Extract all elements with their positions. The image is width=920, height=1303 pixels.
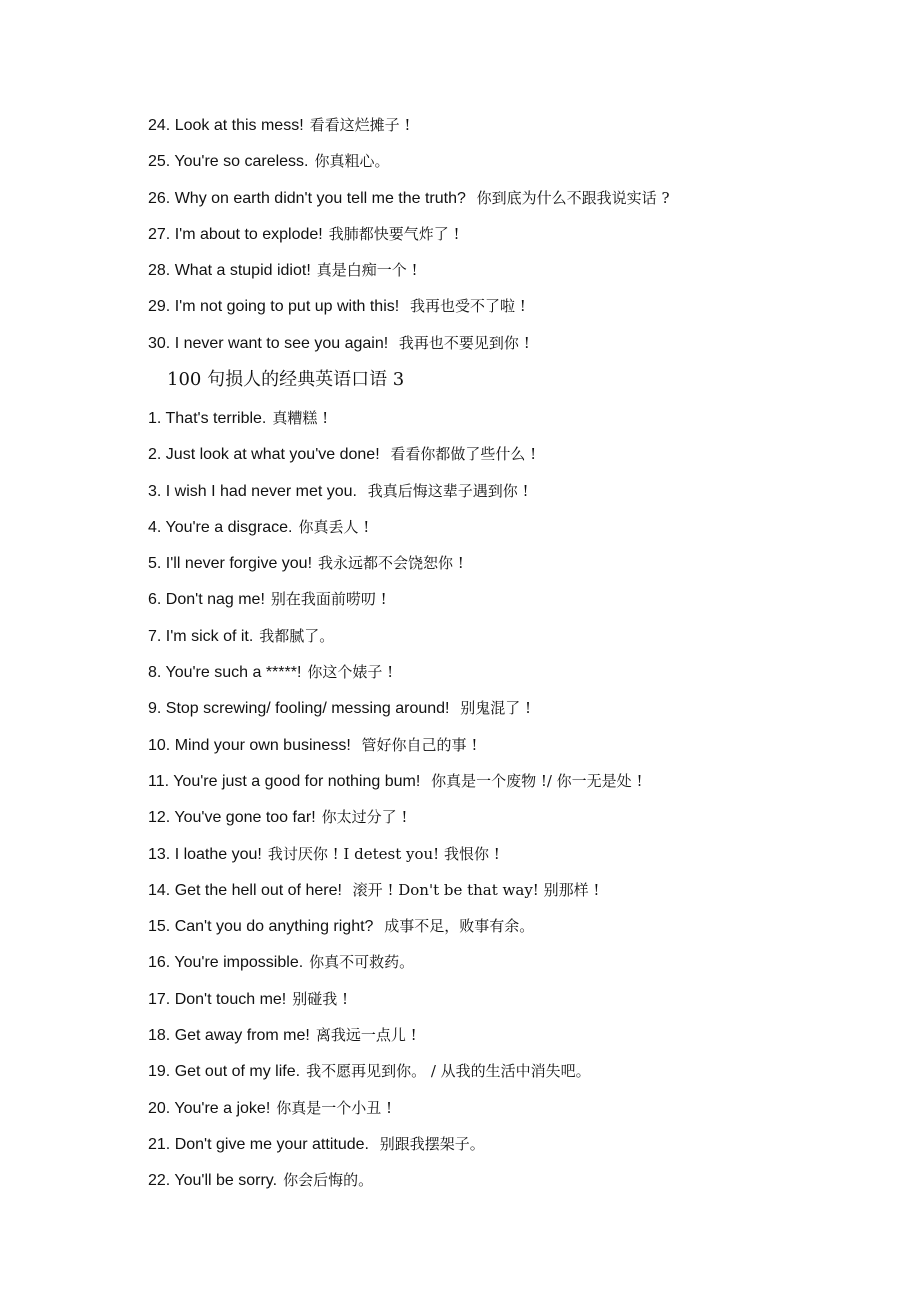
chinese-translation: 我真后悔这辈子遇到你 ! <box>363 481 529 500</box>
english-phrase: 18. Get away from me! <box>148 1027 310 1045</box>
english-phrase: 6. Don't nag me! <box>148 591 265 609</box>
english-phrase: 8. You're such a *****! <box>148 664 302 682</box>
phrase-line <box>148 551 868 587</box>
phrase-line <box>148 624 868 660</box>
english-phrase: 28. What a stupid idiot! <box>148 262 311 280</box>
chinese-translation: 你太过分了 ! <box>321 808 408 827</box>
phrase-line <box>148 587 868 623</box>
chinese-translation: 你到底为什么不跟我说实话 ? <box>471 188 670 207</box>
phrase-line <box>148 805 868 841</box>
chinese-translation: 我永远都不会饶恕你 ! <box>318 554 464 573</box>
english-phrase: 21. Don't give me your attitude. <box>148 1135 369 1153</box>
chinese-translation: 看看你都做了些什么 ! <box>385 445 537 464</box>
english-phrase: 26. Why on earth didn't you tell me the truth? <box>148 189 466 207</box>
phrase-line <box>148 222 868 258</box>
phrase-line <box>148 1059 868 1095</box>
english-phrase: 24. Look at this mess! <box>148 117 304 134</box>
english-phrase: 10. Mind your own business! <box>148 736 351 754</box>
phrase-line <box>148 733 868 769</box>
phrase-line <box>148 258 868 294</box>
english-phrase: 7. I'm sick of it. <box>148 627 254 645</box>
phrase-line <box>148 479 868 515</box>
phrase-line <box>148 1096 868 1132</box>
english-phrase: 22. You'll be sorry. <box>148 1172 278 1190</box>
section-heading: 100 句损人的经典英语口语 3 <box>167 369 405 390</box>
english-phrase: 30. I never want to see you again! <box>148 334 389 352</box>
phrase-line <box>148 842 868 878</box>
english-phrase: 1. That's terrible. <box>148 410 267 427</box>
english-phrase: 19. Get out of my life. <box>148 1063 301 1081</box>
chinese-translation: 你真粗心。 <box>314 152 390 171</box>
chinese-translation: 别跟我摆架子。 <box>374 1134 485 1153</box>
phrase-line <box>148 696 868 732</box>
chinese-translation: 别鬼混了 ! <box>455 699 532 718</box>
chinese-translation: 你会后悔的。 <box>283 1171 374 1190</box>
chinese-translation: 真是白痴一个 ! <box>316 261 418 280</box>
english-phrase: 3. I wish I had never met you. <box>148 482 357 500</box>
phrase-line <box>148 406 868 442</box>
phrase-line <box>148 186 868 222</box>
phrase-line <box>148 442 868 478</box>
phrase-line <box>148 294 868 330</box>
english-phrase: 5. I'll never forgive you! <box>148 555 313 573</box>
english-phrase: 15. Can't you do anything right? <box>148 918 374 936</box>
chinese-translation: 离我远一点儿 ! <box>315 1026 417 1045</box>
phrase-line <box>148 1023 868 1059</box>
phrase-line <box>148 660 868 696</box>
chinese-translation: 别碰我 ! <box>292 989 349 1008</box>
chinese-translation: 真糟糕 ! <box>272 409 329 427</box>
phrase-line <box>148 878 868 914</box>
chinese-translation: 你真是一个小丑 ! <box>276 1098 393 1117</box>
chinese-translation: 我讨厌你 ! I detest you! 我恨你 ! <box>267 844 500 863</box>
chinese-translation: 你真丢人 ! <box>298 517 370 536</box>
chinese-translation: 你真是一个废物 !/ 你一无是处 ! <box>426 771 643 790</box>
phrase-line <box>148 331 868 367</box>
phrase-list-part-1 <box>148 113 868 367</box>
english-phrase: 4. You're a disgrace. <box>148 518 293 536</box>
english-phrase: 13. I loathe you! <box>148 845 262 863</box>
phrase-list-part-2 <box>148 406 868 1205</box>
english-phrase: 2. Just look at what you've done! <box>148 446 380 464</box>
chinese-translation: 成事不足，败事有余。 <box>379 917 535 936</box>
chinese-translation: 我都腻了。 <box>259 626 335 645</box>
english-phrase: 25. You're so careless. <box>148 153 309 171</box>
phrase-line <box>148 987 868 1023</box>
chinese-translation: 你真不可救药。 <box>309 953 415 972</box>
chinese-translation: 管好你自己的事 ! <box>356 735 478 754</box>
english-phrase: 20. You're a joke! <box>148 1099 271 1117</box>
phrase-line <box>148 113 868 149</box>
chinese-translation: 看看这烂摊子 ! <box>309 116 411 134</box>
phrase-line <box>148 1132 868 1168</box>
chinese-translation: 别在我面前唠叨 ! <box>270 590 387 609</box>
phrase-line <box>148 149 868 185</box>
english-phrase: 29. I'm not going to put up with this! <box>148 298 400 316</box>
chinese-translation: 我再也不要见到你 ! <box>394 333 530 352</box>
english-phrase: 11. You're just a good for nothing bum! <box>148 772 421 790</box>
phrase-line <box>148 950 868 986</box>
phrase-line <box>148 1168 868 1204</box>
chinese-translation: 你这个婊子 ! <box>307 663 394 682</box>
phrase-line <box>148 914 868 950</box>
phrase-line <box>148 515 868 551</box>
english-phrase: 27. I'm about to explode! <box>148 225 323 243</box>
english-phrase: 9. Stop screwing/ fooling/ messing around! <box>148 700 450 718</box>
english-phrase: 16. You're impossible. <box>148 954 304 972</box>
phrase-line <box>148 769 868 805</box>
english-phrase: 17. Don't touch me! <box>148 990 287 1008</box>
chinese-translation: 我不愿再见到你。 / 从我的生活中消失吧。 <box>306 1062 591 1081</box>
english-phrase: 12. You've gone too far! <box>148 809 316 827</box>
chinese-translation: 我再也受不了啦 ! <box>405 297 526 316</box>
chinese-translation: 我肺都快要气炸了 ! <box>328 224 460 243</box>
english-phrase: 14. Get the hell out of here! <box>148 881 342 899</box>
chinese-translation: 滚开 ! Don't be that way! 别那样 ! <box>347 880 600 899</box>
